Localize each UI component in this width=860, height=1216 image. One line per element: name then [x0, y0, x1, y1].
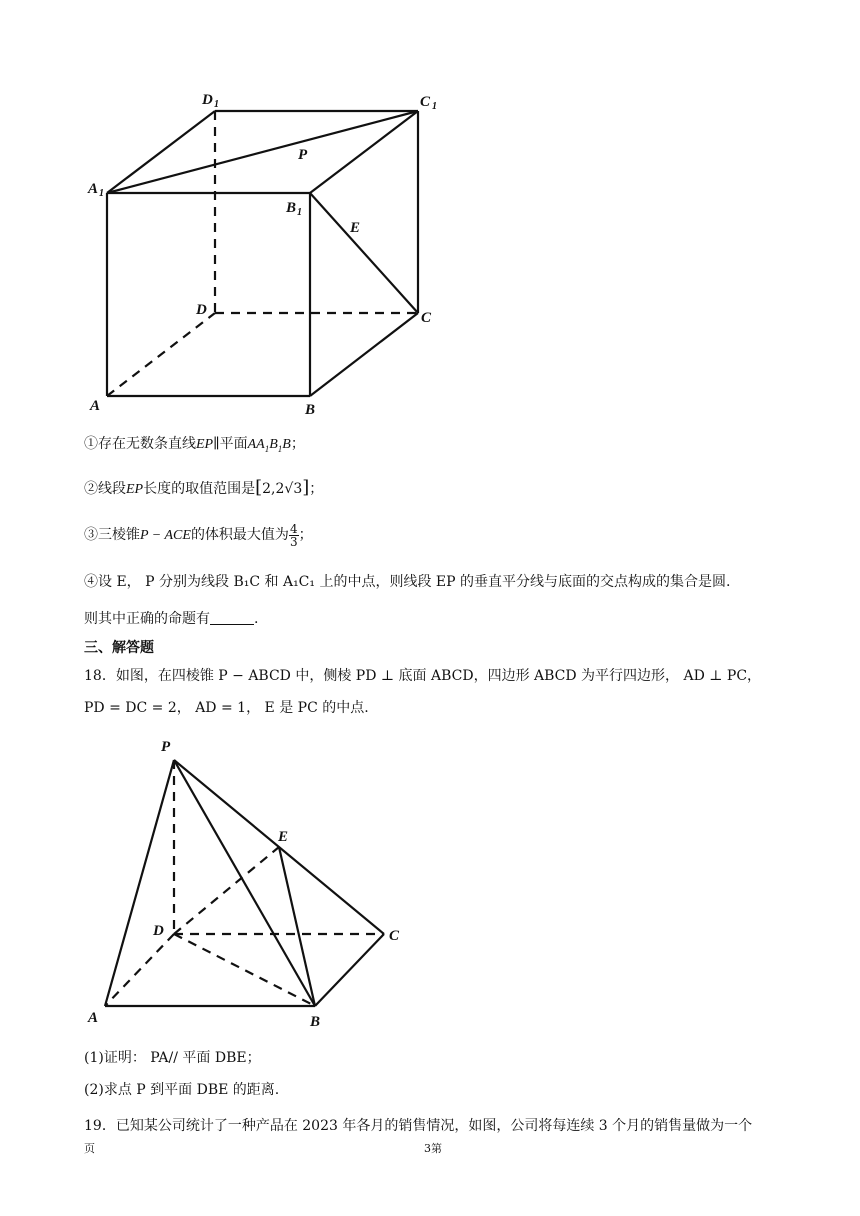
- q19-line1: 19．已知某公司统计了一种产品在 2023 年各月的销售情况，如图，公司将每连续 3 个月的销售量做为一个: [84, 1118, 753, 1134]
- answer-blank: [210, 610, 254, 625]
- pyramid-figure: [80, 730, 420, 1030]
- q18-sub2: (2)求点 P 到平面 DBE 的距离.: [84, 1082, 280, 1098]
- footer-left: 页: [84, 1142, 95, 1155]
- statement-2: ②线段EP长度的取值范围是[2,2√3]；: [84, 477, 324, 498]
- statement-4: ④设 E， P 分别为线段 B₁C 和 A₁C₁ 上的中点，则线段 EP 的垂直平分线与底面的交点构成的集合是圆.: [84, 574, 731, 590]
- label-b1-sub: 1: [297, 207, 302, 218]
- question-tail: 则其中正确的命题有 .: [84, 611, 259, 627]
- label-c: C: [421, 310, 432, 326]
- label-c1: C: [420, 94, 431, 110]
- label-e: E: [350, 220, 361, 236]
- fraction-four-thirds: $\frac{4}{3}$: [289, 521, 298, 549]
- label-e: E: [278, 829, 289, 845]
- label-b: B: [310, 1014, 321, 1030]
- label-b1: B: [286, 200, 297, 216]
- label-p: P: [161, 739, 171, 755]
- statement-3: ③三棱锥P − ACE的体积最大值为 $\frac{4}{3}$ ；: [84, 521, 313, 549]
- label-a1-sub: 1: [99, 188, 104, 199]
- q18-line2: PD = DC = 2， AD = 1， E 是 PC 的中点.: [84, 700, 369, 716]
- label-c: C: [389, 928, 400, 944]
- label-b: B: [305, 402, 316, 418]
- label-c1-sub: 1: [432, 101, 437, 112]
- q18-line1: 18．如图，在四棱锥 P − ABCD 中，侧棱 PD ⊥ 底面 ABCD，四边形 ABCD 为平行四边形， AD ⊥ PC，: [84, 668, 762, 684]
- label-d: D: [153, 923, 164, 939]
- section-title: 三、解答题: [84, 640, 154, 656]
- label-d1-sub: 1: [214, 99, 219, 110]
- label-a: A: [90, 398, 101, 414]
- label-d: D: [196, 302, 207, 318]
- label-d1: D: [202, 92, 213, 108]
- q18-sub1: (1)证明： PA// 平面 DBE；: [84, 1050, 261, 1066]
- label-a: A: [88, 1010, 99, 1026]
- label-p: P: [298, 147, 308, 163]
- label-a1: A: [88, 181, 99, 197]
- footer-page: 3第: [424, 1142, 442, 1155]
- cube-figure: [80, 80, 460, 420]
- statement-1: ①存在无数条直线EP∥平面$AA_1B_1B$；: [84, 436, 305, 454]
